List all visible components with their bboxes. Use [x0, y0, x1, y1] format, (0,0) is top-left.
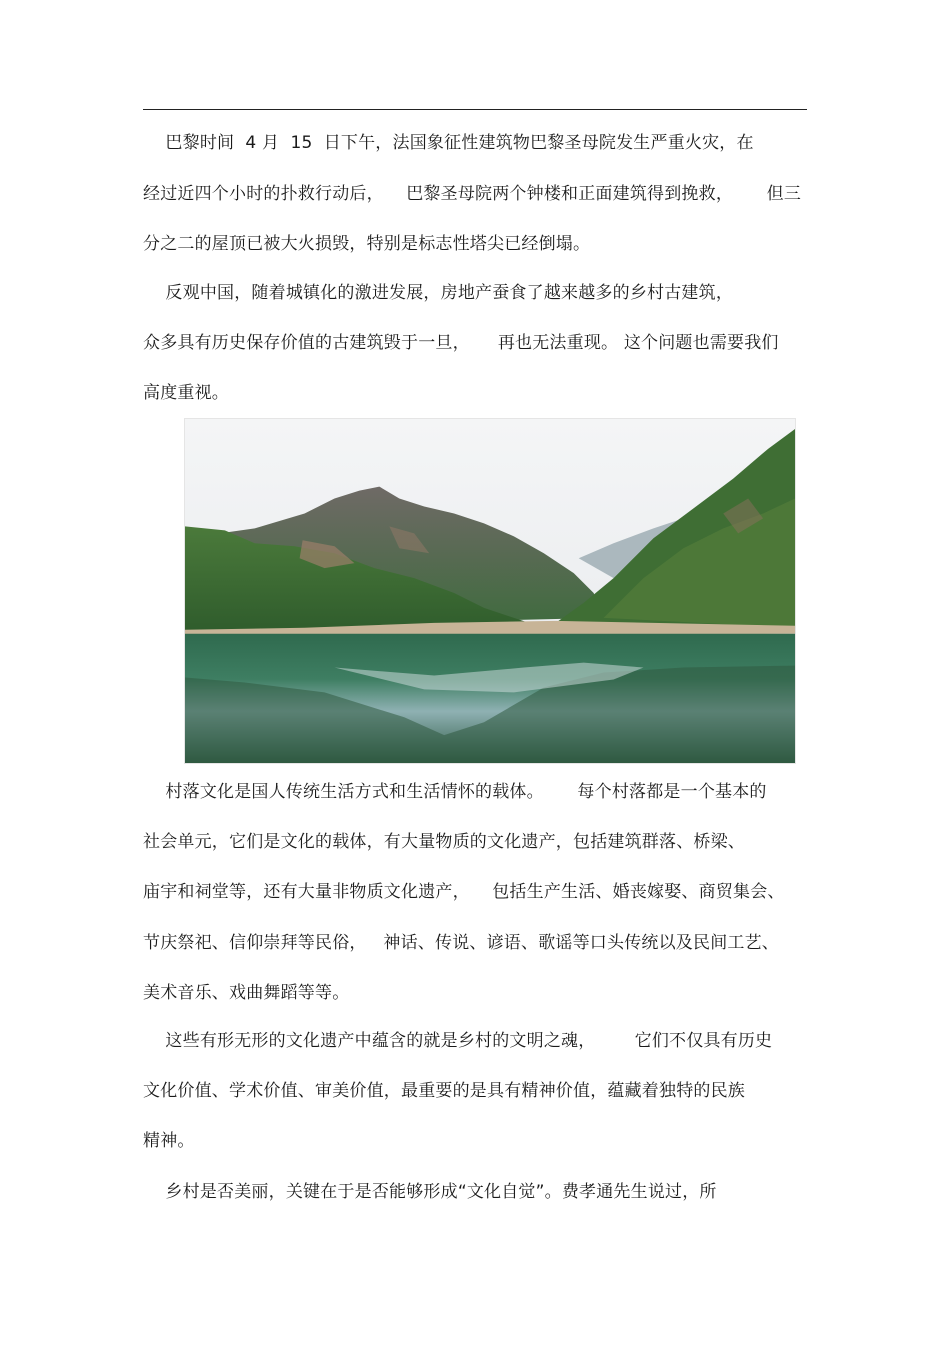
paragraph-5-line-1: 乡村是否美丽，关键在于是否能够形成“文化自觉”。费孝通先生说过，所 [143, 1182, 717, 1202]
paragraph-2-line-1: 反观中国，随着城镇化的激进发展，房地产蚕食了越来越多的乡村古建筑， [143, 283, 734, 303]
paragraph-2-line-2: 众多具有历史保存价值的古建筑毁于一旦， 再也无法重现。 这个问题也需要我们 [143, 333, 779, 353]
paragraph-3-line-4: 节庆祭祀、信仰崇拜等民俗， 神话、传说、谚语、歌谣等口头传统以及民间工艺、 [143, 933, 780, 953]
paragraph-4-line-1: 这些有形无形的文化遗产中蕴含的就是乡村的文明之魂， 它们不仅具有历史 [143, 1031, 773, 1051]
paragraph-3-line-5: 美术音乐、戏曲舞蹈等等。 [143, 983, 350, 1003]
paragraph-1-line-1: 巴黎时间 4 月 15 日下午，法国象征性建筑物巴黎圣母院发生严重火灾，在 [143, 133, 754, 153]
paragraph-2-line-3: 高度重视。 [143, 383, 229, 403]
mountain-lake-photo [184, 418, 796, 764]
paragraph-3-line-1: 村落文化是国人传统生活方式和生活情怀的载体。 每个村落都是一个基本的 [143, 782, 767, 802]
paragraph-4-line-2: 文化价值、学术价值、审美价值，最重要的是具有精神价值，蕴藏着独特的民族 [143, 1081, 745, 1101]
mountain-lake-image [185, 419, 795, 763]
paragraph-4-line-3: 精神。 [143, 1131, 195, 1151]
paragraph-3-line-3: 庙宇和祠堂等，还有大量非物质文化遗产， 包括生产生活、婚丧嫁娶、商贸集会、 [143, 882, 785, 902]
paragraph-3-line-2: 社会单元，它们是文化的载体，有大量物质的文化遗产，包括建筑群落、桥梁、 [143, 832, 745, 852]
paragraph-1-line-2: 经过近四个小时的扑救行动后， 巴黎圣母院两个钟楼和正面建筑得到挽救， 但三 [143, 184, 802, 204]
header-rule [143, 109, 807, 110]
paragraph-1-line-3: 分之二的屋顶已被大火损毁，特别是标志性塔尖已经倒塌。 [143, 234, 591, 254]
